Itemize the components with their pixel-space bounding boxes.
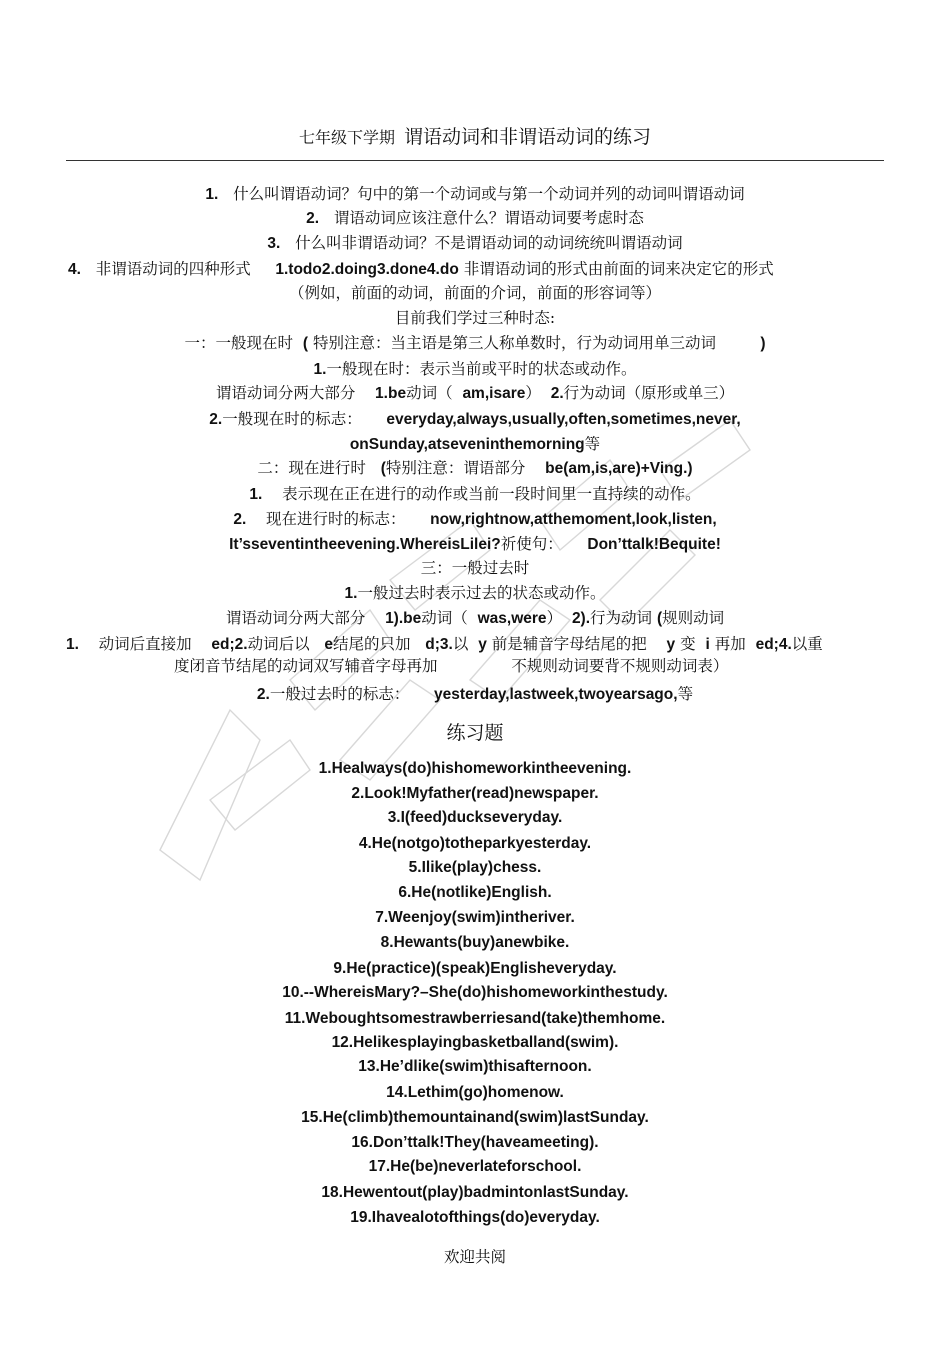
exercise-item: 16.Don’ttalk!They(haveameeting). <box>351 1134 599 1151</box>
exercise-item: 17.He(be)neverlateforschool. <box>368 1158 582 1175</box>
tense1-heading: 一：一般现在时 ( 特别注意：当主语是第三人称单数时，行为动词用单三动词 ) <box>184 334 766 352</box>
tense2-line-3: It’sseventintheevening.WhereisLilei?祈使句： Don’ttalk!Bequite! <box>229 535 721 553</box>
exercise-item: 6.He(notlike)English. <box>398 884 552 901</box>
tense2-line-2: 2. 现在进行时的标志： now,rightnow,atthemoment,look,listen, <box>233 510 717 528</box>
exercise-item: 15.He(climb)themountainand(swim)lastSunday. <box>301 1109 649 1126</box>
tense2-heading: 二：现在进行时 (特别注意：谓语部分 be(am,is,are)+Ving.) <box>257 459 693 477</box>
exercise-item: 14.Lethim(go)homenow. <box>386 1084 564 1101</box>
header-rule <box>66 160 884 161</box>
tense3-line-1: 1.一般过去时表示过去的状态或动作。 <box>344 584 606 602</box>
tense3-heading: 三：一般过去时 <box>420 559 530 577</box>
exercise-item: 12.Helikesplayingbasketballand(swim). <box>331 1034 619 1051</box>
tense3-line-3: 1. 动词后直接加 ed;2.动词后以 e结尾的只加 d;3.以 y 前是辅音字母结尾的把 y 变 i 再加 ed;4.以重 <box>66 635 823 653</box>
exercise-item: 1.Healways(do)hishomeworkintheevening. <box>318 760 632 777</box>
exercise-item: 2.Look!Myfather(read)newspaper. <box>351 785 599 802</box>
intro-line-4: 4. 非谓语动词的四种形式 1.todo2.doing3.done4.do 非谓语动词的形式由前面的词来决定它的形式 <box>68 260 774 278</box>
footer-text: 欢迎共阅 <box>443 1248 506 1266</box>
page-header <box>0 122 950 149</box>
tense1-line-2: 谓语动词分两大部分 1.be动词（ am,isare） 2.行为动词（原形或单三） <box>215 384 735 402</box>
exercise-item: 8.Hewants(buy)anewbike. <box>380 934 570 951</box>
exercise-item: 13.He’dlike(swim)thisafternoon. <box>358 1058 592 1075</box>
exercise-item: 5.Ilike(play)chess. <box>408 859 542 876</box>
tense1-line-1: 1.一般现在时：表示当前或平时的状态或动作。 <box>313 360 637 378</box>
tense3-line-4: 度闭音节结尾的动词双写辅音字母再加 不规则动词要背不规则动词表） <box>174 657 729 675</box>
exercise-item: 11.Weboughtsomestrawberriesand(take)themhome. <box>284 1010 666 1027</box>
tense3-line-5: 2.一般过去时的标志： yesterday,lastweek,twoyearsago,等 <box>256 685 694 703</box>
intro-line-3: 3. 什么叫非谓语动词？不是谓语动词的动词统统叫谓语动词 <box>267 234 683 252</box>
tense1-line-3: 2.一般现在时的标志： everyday,always,usually,often,sometimes,never, <box>209 410 741 428</box>
page-title: 谓语动词和非谓语动词的练习 <box>404 126 652 148</box>
exercise-item: 10.--WhereisMary?–She(do)hishomeworkinthestudy. <box>282 984 668 1001</box>
exercises-title: 练习题 <box>446 722 504 744</box>
tense3-line-2: 谓语动词分两大部分 1).be动词（ was,were） 2).行为动词 (规则动词 <box>225 609 725 627</box>
intro-line-2: 2. 谓语动词应该注意什么？谓语动词要考虑时态 <box>306 209 644 227</box>
intro-line-1: 1. 什么叫谓语动词？句中的第一个动词或与第一个动词并列的动词叫谓语动词 <box>205 185 745 203</box>
intro-line-6: 目前我们学过三种时态: <box>394 309 556 327</box>
exercise-item: 9.He(practice)(speak)Englisheveryday. <box>333 960 617 977</box>
exercise-item: 7.Weenjoy(swim)intheriver. <box>375 909 575 926</box>
header-prefix: 七年级下学期 <box>298 128 395 147</box>
tense1-line-4: onSunday,atseveninthemorning等 <box>349 435 601 453</box>
exercise-item: 4.He(notgo)totheparkyesterday. <box>358 835 592 852</box>
exercise-item: 18.Hewentout(play)badmintonlastSunday. <box>321 1184 629 1201</box>
exercise-item: 3.I(feed)duckseveryday. <box>387 809 563 826</box>
exercise-item: 19.Ihavealotofthings(do)everyday. <box>350 1209 600 1226</box>
intro-line-5: （例如，前面的动词，前面的介词，前面的形容词等） <box>288 284 661 302</box>
tense2-line-1: 1. 表示现在正在进行的动作或当前一段时间里一直持续的动作。 <box>249 485 701 503</box>
